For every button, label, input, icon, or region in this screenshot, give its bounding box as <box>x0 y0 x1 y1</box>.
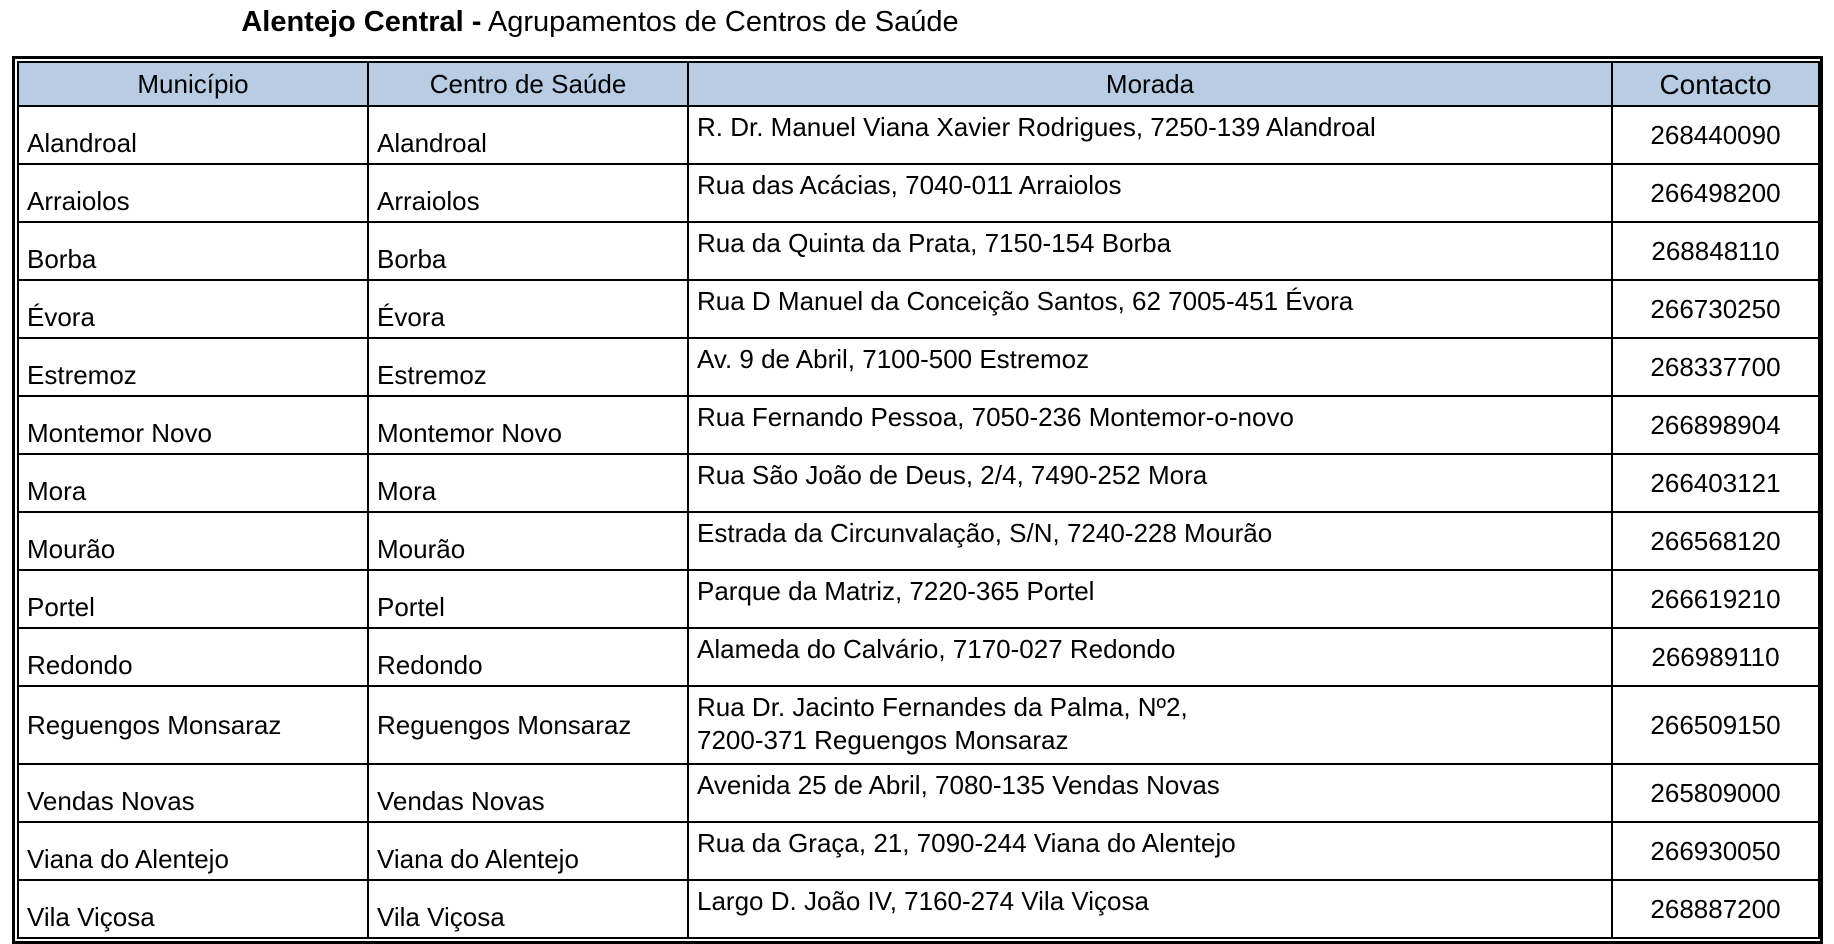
cell-morada <box>688 628 1612 686</box>
morada-line: R. Dr. Manuel Viana Xavier Rodrigues, 7250-139 Alandroal <box>697 112 1376 142</box>
cell-centro-de-saude: Estremoz <box>368 338 688 396</box>
cell-contacto: 268887200 <box>1612 880 1819 938</box>
morada-line: Largo D. João IV, 7160-274 Vila Viçosa <box>697 886 1149 916</box>
cell-centro-de-saude: Arraiolos <box>368 164 688 222</box>
table-row <box>18 396 1819 454</box>
table-header-row <box>18 62 1819 106</box>
cell-municipio: Vila Viçosa <box>18 880 368 938</box>
morada-line: Rua da Quinta da Prata, 7150-154 Borba <box>697 228 1172 258</box>
cell-morada <box>688 106 1612 164</box>
cell-municipio: Borba <box>18 222 368 280</box>
cell-morada <box>688 764 1612 822</box>
cell-morada <box>688 338 1612 396</box>
table-row <box>18 822 1819 880</box>
cell-municipio: Estremoz <box>18 338 368 396</box>
cell-centro-de-saude: Vendas Novas <box>368 764 688 822</box>
cell-morada <box>688 512 1612 570</box>
morada-line: Parque da Matriz, 7220-365 Portel <box>697 576 1095 606</box>
morada-line: 7200-371 Reguengos Monsaraz <box>697 724 1069 755</box>
cell-morada <box>688 164 1612 222</box>
cell-morada <box>688 822 1612 880</box>
cell-contacto: 266730250 <box>1612 280 1819 338</box>
table-row <box>18 512 1819 570</box>
table-row <box>18 686 1819 764</box>
table-row <box>18 880 1819 938</box>
morada-line: Rua D Manuel da Conceição Santos, 62 7005-451 Évora <box>697 286 1354 316</box>
cell-contacto: 268440090 <box>1612 106 1819 164</box>
cell-municipio: Arraiolos <box>18 164 368 222</box>
cell-contacto: 266568120 <box>1612 512 1819 570</box>
table-row <box>18 222 1819 280</box>
table-row <box>18 764 1819 822</box>
cell-contacto: 268337700 <box>1612 338 1819 396</box>
header-municipio: Município <box>18 62 368 106</box>
cell-contacto: 265809000 <box>1612 764 1819 822</box>
cell-contacto: 266509150 <box>1612 686 1819 764</box>
cell-centro-de-saude: Reguengos Monsaraz <box>368 686 688 764</box>
header-contacto: Contacto <box>1612 62 1819 106</box>
cell-centro-de-saude: Alandroal <box>368 106 688 164</box>
cell-contacto: 266989110 <box>1612 628 1819 686</box>
table-row <box>18 106 1819 164</box>
morada-line: Avenida 25 de Abril, 7080-135 Vendas Novas <box>697 770 1220 800</box>
health-centers-table-frame <box>12 56 1823 944</box>
table-row <box>18 164 1819 222</box>
cell-morada <box>688 454 1612 512</box>
cell-centro-de-saude: Redondo <box>368 628 688 686</box>
cell-municipio: Reguengos Monsaraz <box>18 686 368 764</box>
header-centro-de-saude: Centro de Saúde <box>368 62 688 106</box>
morada-line: Rua Dr. Jacinto Fernandes da Palma, Nº2, <box>697 692 1188 722</box>
cell-municipio: Portel <box>18 570 368 628</box>
cell-municipio: Vendas Novas <box>18 764 368 822</box>
table-row <box>18 454 1819 512</box>
cell-municipio: Mora <box>18 454 368 512</box>
table-row <box>18 338 1819 396</box>
cell-municipio: Viana do Alentejo <box>18 822 368 880</box>
title-region: Alentejo Central - <box>241 6 482 38</box>
cell-centro-de-saude: Mourão <box>368 512 688 570</box>
cell-contacto: 266898904 <box>1612 396 1819 454</box>
cell-centro-de-saude: Borba <box>368 222 688 280</box>
table-row <box>18 280 1819 338</box>
cell-morada <box>688 686 1612 764</box>
morada-line: Rua São João de Deus, 2/4, 7490-252 Mora <box>697 460 1208 490</box>
morada-line: Estrada da Circunvalação, S/N, 7240-228 Mourão <box>697 518 1273 548</box>
cell-morada <box>688 222 1612 280</box>
morada-line: Rua da Graça, 21, 7090-244 Viana do Alentejo <box>697 828 1236 858</box>
cell-contacto: 268848110 <box>1612 222 1819 280</box>
cell-municipio: Alandroal <box>18 106 368 164</box>
cell-centro-de-saude: Évora <box>368 280 688 338</box>
cell-municipio: Évora <box>18 280 368 338</box>
morada-line: Av. 9 de Abril, 7100-500 Estremoz <box>697 344 1090 374</box>
cell-morada <box>688 570 1612 628</box>
page-title <box>0 6 1200 39</box>
title-subject: Agrupamentos de Centros de Saúde <box>481 6 959 38</box>
morada-line: Alameda do Calvário, 7170-027 Redondo <box>697 634 1176 664</box>
cell-contacto: 266619210 <box>1612 570 1819 628</box>
health-centers-table <box>17 61 1820 939</box>
cell-morada <box>688 880 1612 938</box>
morada-line: Rua das Acácias, 7040-011 Arraiolos <box>697 170 1122 200</box>
cell-centro-de-saude: Viana do Alentejo <box>368 822 688 880</box>
cell-municipio: Mourão <box>18 512 368 570</box>
cell-contacto: 266930050 <box>1612 822 1819 880</box>
table-row <box>18 570 1819 628</box>
cell-municipio: Montemor Novo <box>18 396 368 454</box>
cell-morada <box>688 280 1612 338</box>
cell-centro-de-saude: Montemor Novo <box>368 396 688 454</box>
cell-municipio: Redondo <box>18 628 368 686</box>
cell-morada <box>688 396 1612 454</box>
cell-centro-de-saude: Portel <box>368 570 688 628</box>
cell-centro-de-saude: Vila Viçosa <box>368 880 688 938</box>
cell-centro-de-saude: Mora <box>368 454 688 512</box>
table-body <box>18 106 1819 938</box>
header-morada: Morada <box>688 62 1612 106</box>
morada-line: Rua Fernando Pessoa, 7050-236 Montemor-o-novo <box>697 402 1294 432</box>
cell-contacto: 266403121 <box>1612 454 1819 512</box>
cell-contacto: 266498200 <box>1612 164 1819 222</box>
table-row <box>18 628 1819 686</box>
